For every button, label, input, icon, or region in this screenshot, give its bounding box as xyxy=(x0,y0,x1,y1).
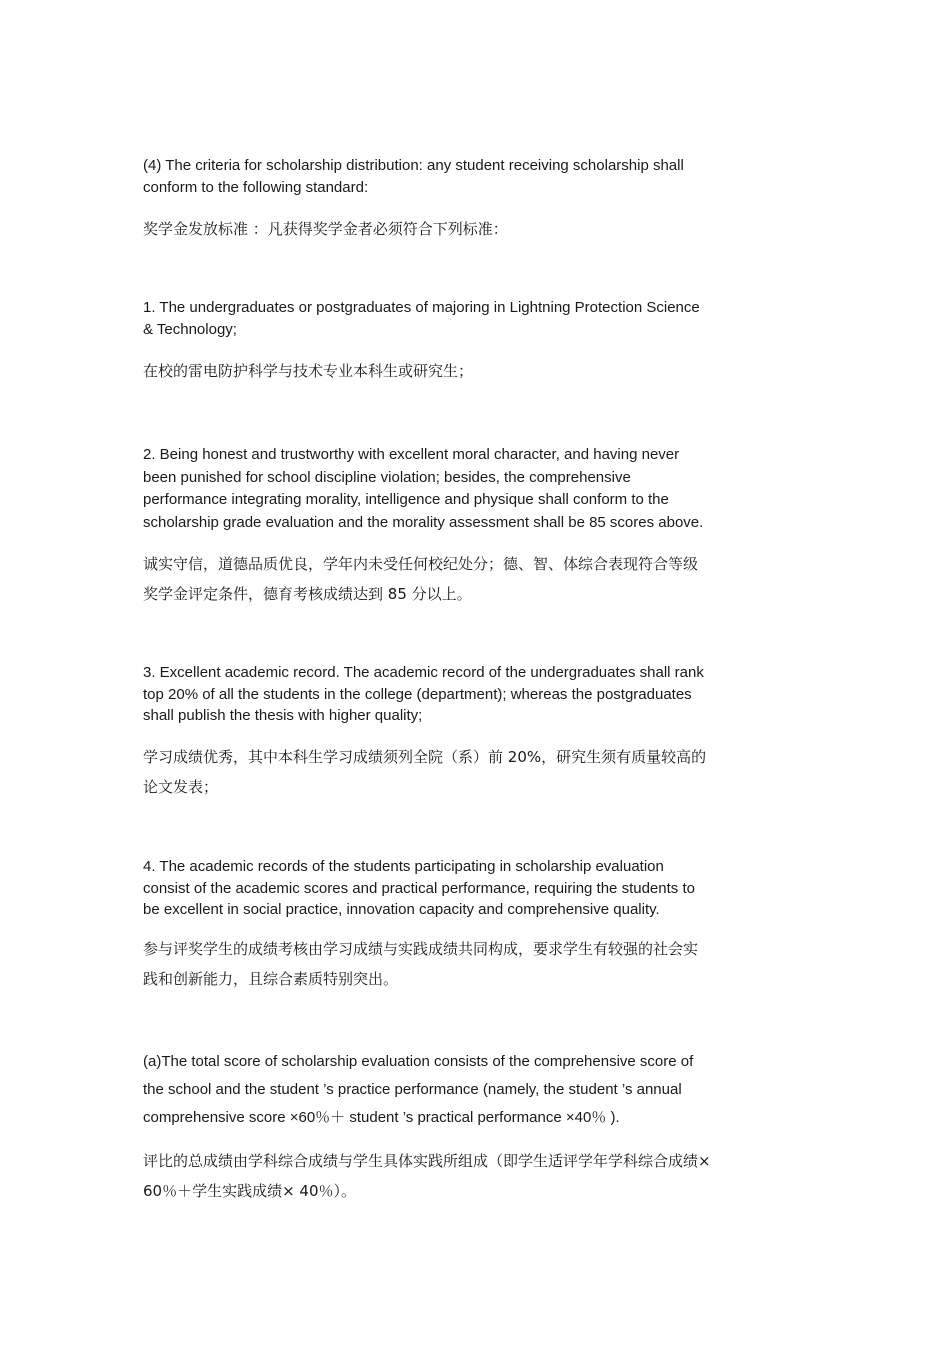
item-4-zh: 参与评奖学生的成绩考核由学习成绩与实践成绩共同构成，要求学生有较强的社会实 践和创新能力，且综合素质特别突出。 xyxy=(143,940,699,988)
item-2-en: 2. Being honest and trustworthy with excellent moral character, and having never been punished for school discipline violation; besides, the comprehensive performance integrating morality, intelligence and physique shall conform to the scholarship grade evaluation and the morality assessment shall be 85 scores above. xyxy=(143,446,704,531)
item-a-zh: 评比的总成绩由学科综合成绩与学生具体实践所组成（即学生适评学年学科综合成绩× 60％＋学生实践成绩× 40％）。 xyxy=(143,1152,711,1200)
item-2-zh: 诚实守信，道德品质优良，学年内未受任何校纪处分；德、智、体综合表现符合等级 奖学金评定条件，德育考核成绩达到 85 分以上。 xyxy=(143,555,699,603)
item-a-en: (a)The total score of scholarship evaluation consists of the comprehensive score of the school and the student ’s practice performance (namely, the student ’s annual comprehensive score ×60％＋ student ’s practical performance ×40％ ). xyxy=(143,1053,694,1126)
item-1-en: 1. The undergraduates or postgraduates of majoring in Lightning Protection Science & Technology; xyxy=(143,299,700,338)
section-4-criteria-en: (4) The criteria for scholarship distribution: any student receiving scholarship shall conform to the following standard: xyxy=(143,157,684,196)
section-4-criteria-zh: 奖学金发放标准 ：凡获得奖学金者必须符合下列标准： xyxy=(143,220,508,238)
item-3-en: 3. Excellent academic record. The academic record of the undergraduates shall rank top 20% of all the students in the college (department); whereas the postgraduates shall publish the thesis with higher quality; xyxy=(143,664,704,724)
item-3-zh: 学习成绩优秀，其中本科生学习成绩须列全院（系）前 20%，研究生须有质量较高的 论文发表； xyxy=(143,748,707,796)
item-4-en: 4. The academic records of the students participating in scholarship evaluation consist of the academic scores and practical performance, requiring the students to be excellent in social practice, innovation capacity and comprehensive quality. xyxy=(143,858,695,918)
item-1-zh: 在校的雷电防护科学与技术专业本科生或研究生； xyxy=(143,362,474,380)
